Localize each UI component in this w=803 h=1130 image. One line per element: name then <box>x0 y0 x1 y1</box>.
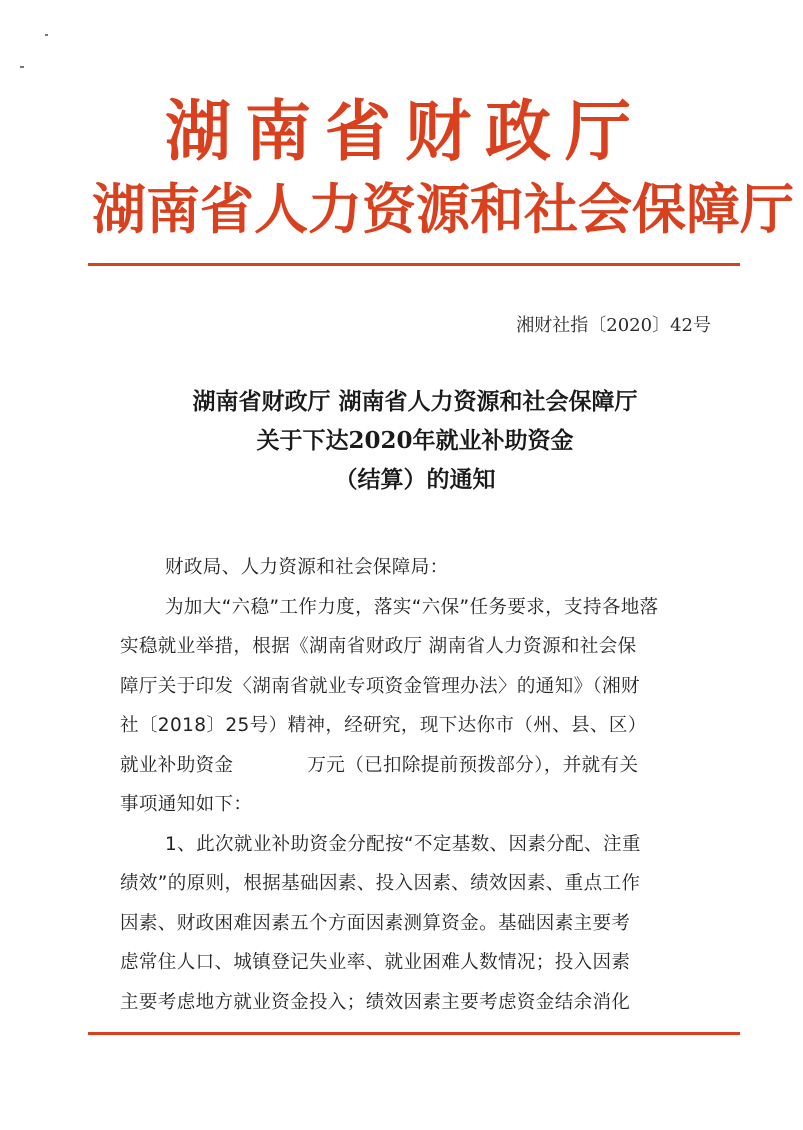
paragraph-1-line <box>120 746 720 786</box>
document-title <box>90 382 740 499</box>
amount-suffix: 万元（已扣除提前预拨部分），并就有关 <box>307 754 639 776</box>
paragraph-2-line: 因素、财政困难因素五个方面因素测算资金。基础因素主要考 <box>120 912 631 934</box>
paragraph-1-line: 社〔2018〕25号）精神，经研究，现下达你市（州、县、区） <box>120 715 647 736</box>
title-line-2: 关于下达2020年就业补助资金 <box>256 427 574 454</box>
salutation: 财政局、人力资源和社会保障局： <box>165 557 449 578</box>
title-line-3: （结算）的通知 <box>334 466 496 493</box>
letterhead-finance-dept: 湖南省财政厅 <box>165 93 645 170</box>
paragraph-2-line: 虑常住人口、城镇登记失业率、就业困难人数情况；投入因素 <box>120 952 631 973</box>
document-body <box>120 548 720 1022</box>
paragraph-2-line: 主要考虑地方就业资金投入；绩效因素主要考虑资金结余消化 <box>120 991 631 1013</box>
paragraph-2-line: 1、此次就业补助资金分配按“不定基数、因素分配、注重 <box>165 833 641 855</box>
paragraph-1-line: 障厅关于印发〈湖南省就业专项资金管理办法〉的通知》（湘财 <box>120 675 640 697</box>
paragraph-1-line: 为加大“六稳”工作力度，落实“六保”任务要求，支持各地落 <box>165 596 659 618</box>
footer-divider <box>88 1032 740 1035</box>
paragraph-2-line: 绩效”的原则，根据基础因素、投入因素、绩效因素、重点工作 <box>120 873 641 894</box>
paragraph-1-line: 事项通知如下： <box>120 794 253 815</box>
scan-speck <box>45 34 48 36</box>
amount-label: 就业补助资金 <box>120 754 234 776</box>
title-line-1: 湖南省财政厅 湖南省人力资源和社会保障厅 <box>192 388 638 415</box>
letterhead-hr-dept: 湖南省人力资源和社会保障厅 <box>92 178 794 241</box>
letterhead-divider <box>88 263 740 266</box>
paragraph-1-line: 实稳就业举措，根据《湖南省财政厅 湖南省人力资源和社会保 <box>120 636 637 657</box>
scan-speck <box>20 66 24 68</box>
document-number: 湘财社指〔2020〕42号 <box>516 315 711 336</box>
